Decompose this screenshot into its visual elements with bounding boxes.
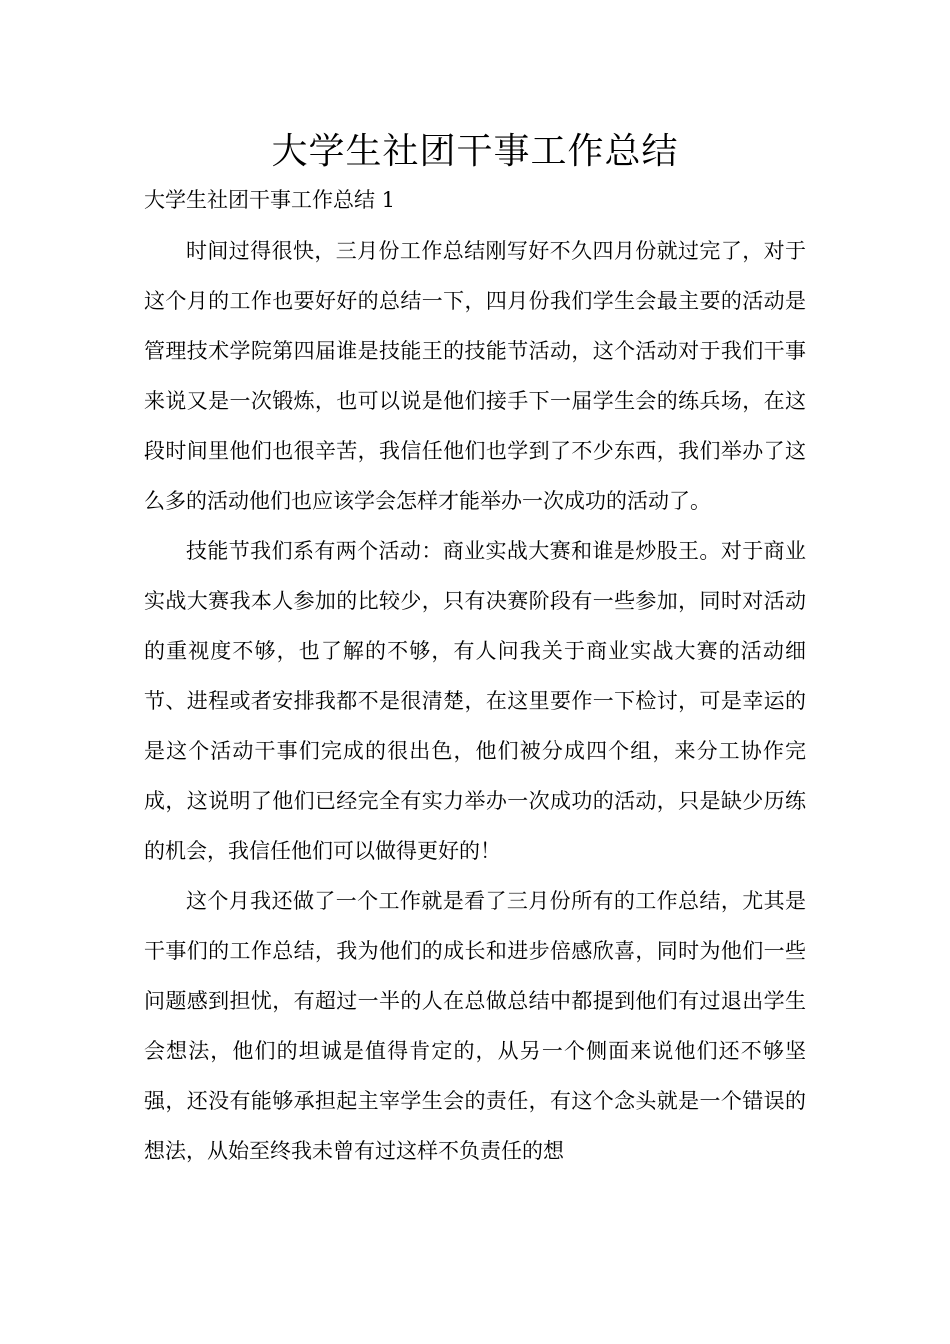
paragraph: 这个月我还做了一个工作就是看了三月份所有的工作总结，尤其是干事们的工作总结，我为他们的成长和进步倍感欣喜，同时为他们一些问题感到担忧，有超过一半的人在总做总结中都提到他们有过退出学生会想法，他们的坦诚是值得肯定的，从另一个侧面来说他们还不够坚强，还没有能够承担起主宰学生会的责任，有这个念头就是一个错误的想法，从始至终我未曾有过这样不负责任的想: [144, 889, 806, 1163]
document-title: 大学生社团干事工作总结: [271, 131, 679, 172]
paragraph: 时间过得很快，三月份工作总结刚写好不久四月份就过完了，对于这个月的工作也要好好的总结一下，四月份我们学生会最主要的活动是管理技术学院第四届谁是技能王的技能节活动，这个活动对于我们干事来说又是一次锻炼，也可以说是他们接手下一届学生会的练兵场，在这段时间里他们也很辛苦，我信任他们也学到了不少东西，我们举办了这么多的活动他们也应该学会怎样才能举办一次成功的活动了。: [144, 239, 806, 513]
document-body: [144, 226, 806, 1176]
paragraph: 技能节我们系有两个活动：商业实战大赛和谁是炒股王。对于商业实战大赛我本人参加的比较少，只有决赛阶段有一些参加，同时对活动的重视度不够，也了解的不够，有人问我关于商业实战大赛的活动细节、进程或者安排我都不是很清楚，在这里要作一下检讨，可是幸运的是这个活动干事们完成的很出色，他们被分成四个组，来分工协作完成，这说明了他们已经完全有实力举办一次成功的活动，只是缺少历练的机会，我信任他们可以做得更好的！: [144, 539, 806, 863]
document-subtitle: 大学生社团干事工作总结 1: [144, 188, 396, 212]
